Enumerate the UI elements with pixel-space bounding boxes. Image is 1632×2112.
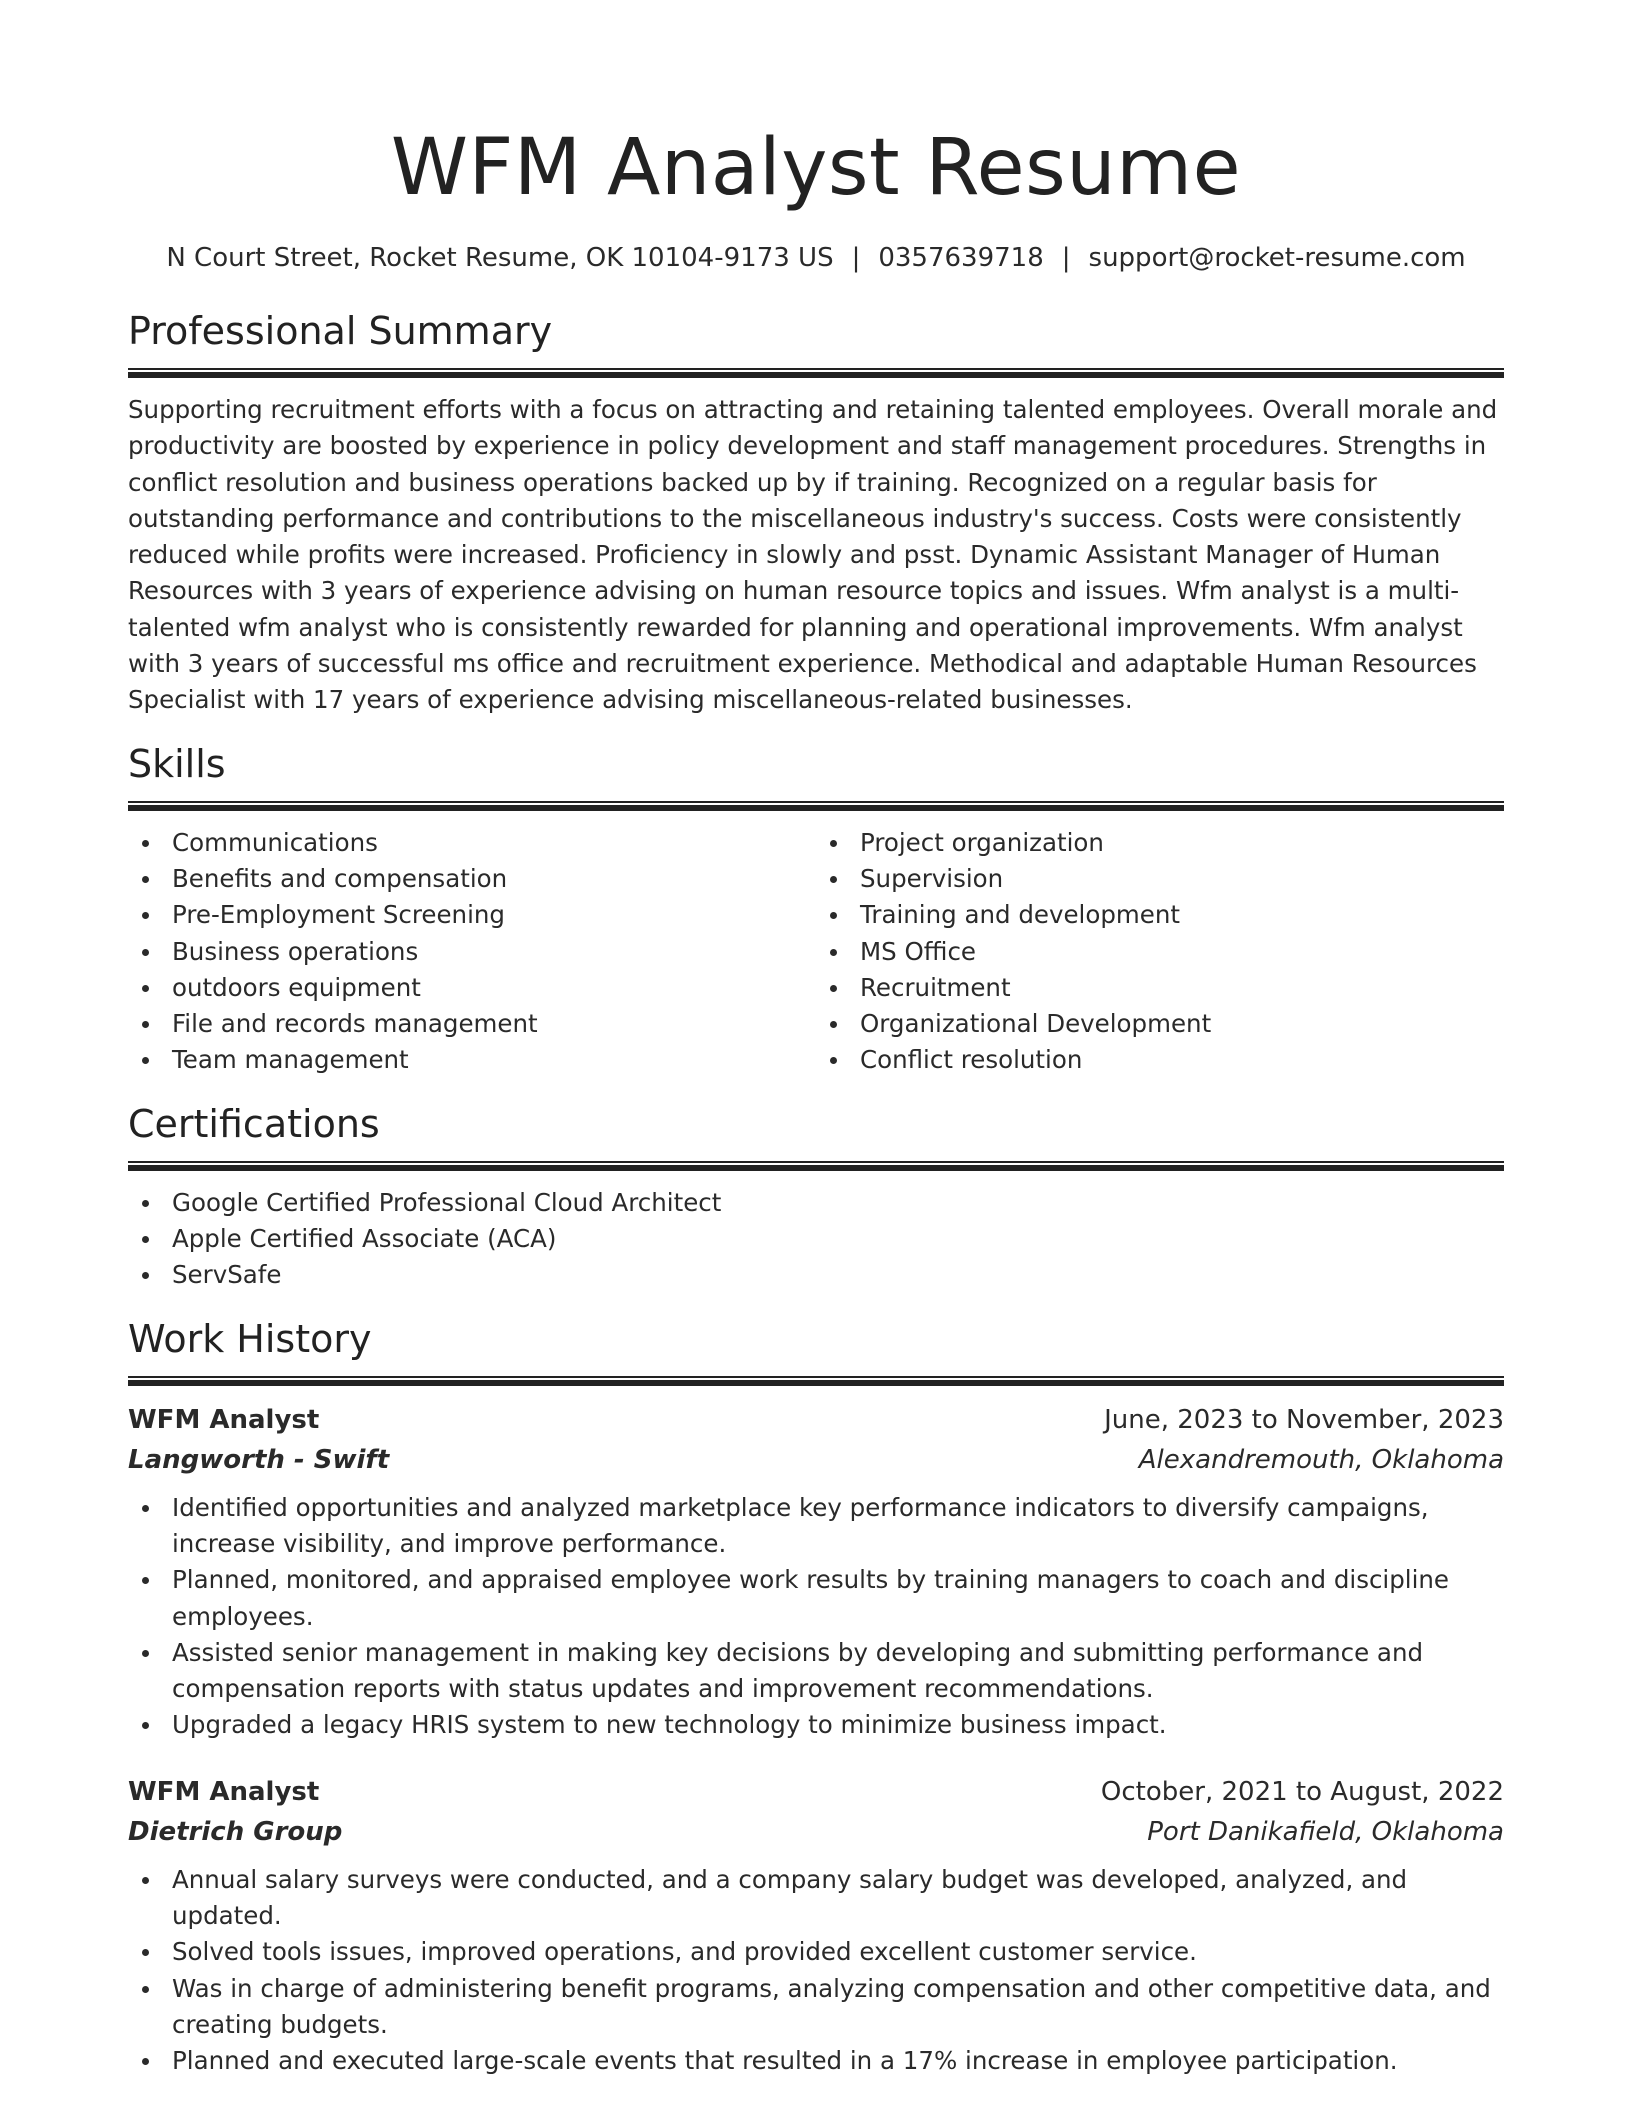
skill-item: Business operations [128,934,816,970]
skills-grid [128,825,1504,1079]
job-title: WFM Analyst [128,1776,320,1807]
job-bullet: Upgraded a legacy HRIS system to new technology to minimize business impact. [128,1707,1504,1743]
section-divider [128,1161,1504,1171]
skill-item: Project organization [816,825,1504,861]
skills-list-right [816,825,1504,1079]
summary-text: Supporting recruitment efforts with a focus on attracting and retaining talented employees. Overall morale and productivity are boosted by experience in policy development and staff management procedures. Strengths in conflict resolution and business operations backed up by if training. Recognized on a regular basis for outstanding performance and contributions to the miscellaneous industry's success. Costs were consistently reduced while profits were increased. Proficiency in slowly and psst. Dynamic Assistant Manager of Human Resources with 3 years of experience advising on human resource topics and issues. Wfm analyst is a multi-talented wfm analyst who is consistently rewarded for planning and operational improvements. Wfm analyst with 3 years of successful ms office and recruitment experience. Methodical and adaptable Human Resources Specialist with 17 years of experience advising miscellaneous-related businesses. [128,395,1498,715]
certification-item: Google Certified Professional Cloud Architect [128,1185,1504,1221]
skill-item: Team management [128,1042,816,1078]
job-location: Alexandremouth, Oklahoma [1138,1444,1504,1475]
skill-item: Organizational Development [816,1006,1504,1042]
job-title: WFM Analyst [128,1404,320,1435]
skills-list-left [128,825,816,1079]
job-bullet: Planned and executed large-scale events that resulted in a 17% increase in employee participation. [128,2043,1504,2079]
job-location: Port Danikafield, Oklahoma [1147,1816,1504,1847]
skill-item: Training and development [816,897,1504,933]
skill-item: File and records management [128,1006,816,1042]
resume-title: WFM Analyst Resume [390,123,1242,213]
job-header [128,1400,1504,1440]
job-subheader [128,1440,1504,1480]
certification-item: Apple Certified Associate (ACA) [128,1221,1504,1257]
section-title-skills: Skills [128,741,226,786]
skill-item: Pre-Employment Screening [128,897,816,933]
section-title-summary: Professional Summary [128,309,553,353]
contact-separator: | [1061,243,1071,273]
job-subheader [128,1812,1504,1852]
job-dates: October, 2021 to August, 2022 [1100,1776,1504,1807]
contact-separator: | [851,243,861,273]
skill-item: Supervision [816,861,1504,897]
job-entry [128,1400,1504,1744]
summary-section [128,308,1504,719]
job-bullets [128,1490,1504,1744]
section-divider [128,801,1504,811]
skill-item: Recruitment [816,970,1504,1006]
job-bullet: Assisted senior management in making key decisions by developing and submitting performance and compensation reports with status updates and improvement recommendations. [128,1635,1504,1708]
job-bullet: Identified opportunities and analyzed marketplace key performance indicators to diversify campaigns, increase visibility, and improve performance. [128,1490,1504,1563]
certification-item: ServSafe [128,1257,1504,1293]
section-divider [128,1376,1504,1386]
job-bullet: Was in charge of administering benefit programs, analyzing compensation and other competitive data, and creating budgets. [128,1971,1504,2044]
contact-address: N Court Street, Rocket Resume, OK 10104-9173 US [166,243,834,273]
skill-item: MS Office [816,934,1504,970]
contact-line [128,242,1504,274]
certifications-section [128,1101,1504,1294]
work-history-section [128,1316,1504,2080]
skill-item: outdoors equipment [128,970,816,1006]
skills-section [128,741,1504,1079]
job-bullet: Planned, monitored, and appraised employee work results by training managers to coach and discipline employees. [128,1562,1504,1635]
skill-item: Communications [128,825,816,861]
job-entry [128,1772,1504,2080]
job-header [128,1772,1504,1812]
skill-item: Benefits and compensation [128,861,816,897]
job-company: Langworth - Swift [128,1444,390,1475]
section-title-certifications: Certifications [128,1101,380,1146]
job-company: Dietrich Group [128,1816,343,1847]
contact-email[interactable]: support@rocket-resume.com [1088,243,1466,273]
certifications-list [128,1185,1504,1294]
job-dates: June, 2023 to November, 2023 [1104,1404,1504,1435]
section-title-work-history: Work History [128,1316,372,1361]
job-bullet: Solved tools issues, improved operations, and provided excellent customer service. [128,1934,1504,1970]
skill-item: Conflict resolution [816,1042,1504,1078]
job-bullet: Annual salary surveys were conducted, and a company salary budget was developed, analyzed, and updated. [128,1862,1504,1935]
job-bullets [128,1862,1504,2080]
section-divider [128,368,1504,378]
contact-phone: 0357639718 [878,243,1044,273]
